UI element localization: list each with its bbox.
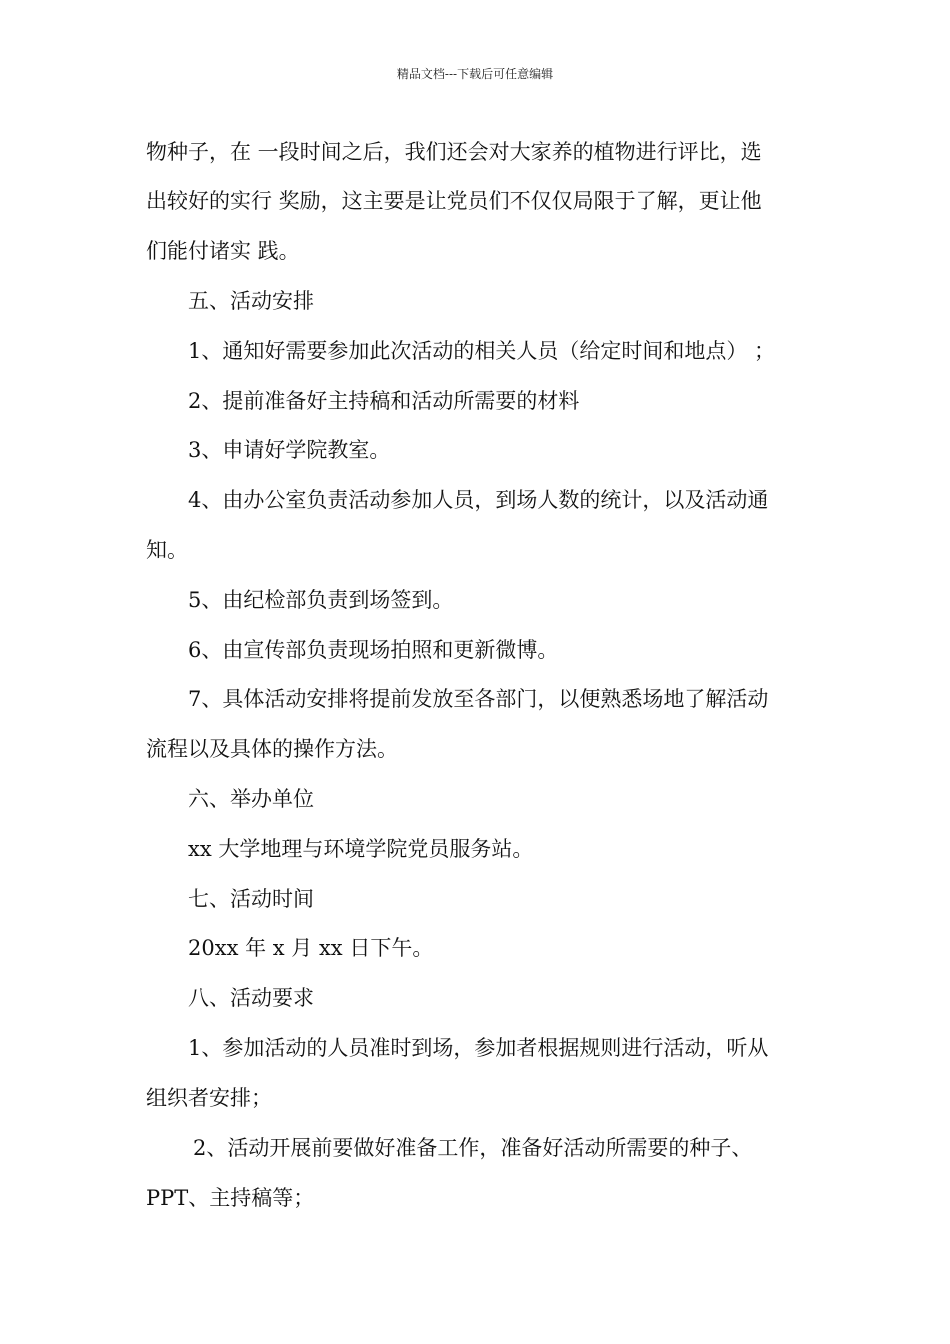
section-heading: 六、举办单位 [188, 787, 314, 811]
list-item: 4、由办公室负责活动参加人员，到场人数的统计，以及活动通 [188, 488, 769, 512]
list-item: 2、活动开展前要做好准备工作，准备好活动所需要的种子、 [193, 1136, 753, 1160]
text-line: PPT、主持稿等； [146, 1186, 315, 1210]
section-heading: 八、活动要求 [188, 986, 314, 1010]
list-item: 1、参加活动的人员准时到场，参加者根据规则进行活动，听从 [188, 1036, 769, 1060]
text-line: 物种子，在 一段时间之后，我们还会对大家养的植物进行评比，选 [146, 140, 762, 164]
text-line: 出较好的实行 奖励，这主要是让党员们不仅仅局限于了解，更让他 [146, 189, 762, 213]
section-heading: 五、活动安排 [188, 289, 314, 313]
text-line: 20xx 年 x 月 xx 日下午。 [188, 936, 434, 960]
text-line: 组织者安排； [146, 1086, 272, 1110]
text-line: 流程以及具体的操作方法。 [146, 737, 398, 761]
list-item: 1、通知好需要参加此次活动的相关人员（给定时间和地点） ； [188, 339, 776, 363]
text-line: xx 大学地理与环境学院党员服务站。 [188, 837, 534, 861]
page-header: 精品文档---下载后可任意编辑 [396, 67, 554, 81]
list-item: 2、提前准备好主持稿和活动所需要的材料 [188, 389, 580, 413]
text-line: 们能付诸实 践。 [146, 239, 300, 263]
section-heading: 七、活动时间 [188, 887, 314, 911]
list-item: 3、申请好学院教室。 [188, 438, 391, 462]
text-line: 知。 [146, 538, 188, 562]
list-item: 7、具体活动安排将提前发放至各部门，以便熟悉场地了解活动 [188, 687, 769, 711]
list-item: 5、由纪检部负责到场签到。 [188, 588, 454, 612]
list-item: 6、由宣传部负责现场拍照和更新微博。 [188, 638, 559, 662]
